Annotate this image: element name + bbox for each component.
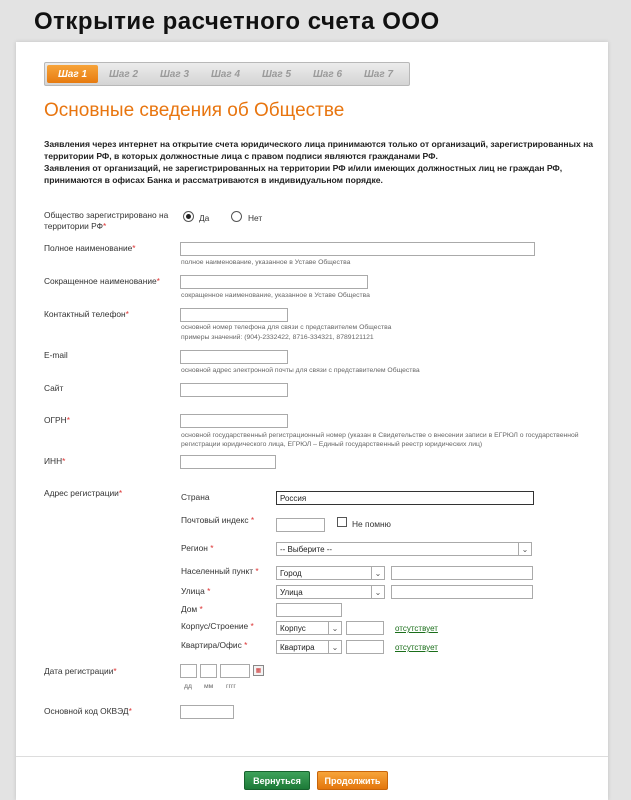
continue-button[interactable]: Продолжить [317, 771, 388, 790]
section-title: Основные сведения об Обществе [44, 100, 345, 121]
street-type-value: Улица [280, 587, 303, 597]
phone-hint: основной номер телефона для связи с представителем Общества [181, 324, 392, 331]
dont-remember-checkbox[interactable] [337, 517, 347, 527]
flat-label: Квартира/Офис * [181, 640, 248, 650]
chevron-down-icon: ⌄ [328, 641, 341, 653]
full-name-input[interactable] [180, 242, 535, 256]
postal-input[interactable] [276, 518, 325, 532]
locality-input[interactable] [391, 566, 533, 580]
calendar-icon[interactable]: ▦ [253, 665, 264, 676]
country-label: Страна [181, 492, 210, 502]
phone-input[interactable] [180, 308, 288, 322]
step-tabs [44, 62, 410, 86]
full-name-hint: полное наименование, указанное в Уставе Общества [181, 259, 351, 266]
reg-date-yyyy-hint: гггг [226, 683, 236, 690]
building-input[interactable] [346, 621, 384, 635]
chevron-down-icon: ⌄ [518, 543, 531, 555]
okved-label: Основной код ОКВЭД* [44, 706, 132, 716]
ogrn-input[interactable] [180, 414, 288, 428]
street-type-select[interactable] [276, 585, 385, 599]
email-hint: основной адрес электронной почты для связи с представителем Общества [181, 367, 420, 374]
region-value: -- Выберите -- [280, 544, 333, 554]
chevron-down-icon: ⌄ [371, 567, 384, 579]
step-4[interactable]: Шаг 4 [210, 68, 241, 80]
registered-no-label: Нет [248, 213, 263, 223]
email-label: E-mail [44, 350, 68, 360]
intro-text [44, 138, 599, 186]
ogrn-hint-1: основной государственный регистрационный номер (указан в Свидетельстве о внесении записи в ЕГРЮЛ о государственной [181, 432, 579, 439]
postal-label: Почтовый индекс * [181, 515, 255, 525]
reg-date-mm-hint: мм [204, 683, 214, 690]
registered-yes-label: Да [199, 213, 210, 223]
reg-date-day-input[interactable] [180, 664, 197, 678]
reg-date-dd-hint: дд [184, 683, 192, 690]
email-input[interactable] [180, 350, 288, 364]
locality-type-value: Город [280, 568, 302, 578]
flat-type-select[interactable] [276, 640, 342, 654]
step-2[interactable]: Шаг 2 [108, 68, 139, 80]
locality-type-select[interactable] [276, 566, 385, 580]
inn-input[interactable] [180, 455, 276, 469]
step-1[interactable]: Шаг 1 [47, 65, 98, 83]
registered-rf-label: Общество зарегистрировано на территории РФ* [44, 210, 169, 231]
ogrn-hint-2: регистрации юридического лица, ЕГРЮЛ – Единый государственный реестр юридических лиц) [181, 441, 483, 448]
page-title: Открытие расчетного счета ООО [34, 8, 440, 35]
reg-date-label: Дата регистрации* [44, 666, 117, 676]
step-7[interactable]: Шаг 7 [363, 68, 394, 80]
building-absent-link[interactable]: отсутствует [395, 624, 438, 633]
footer-divider [16, 756, 608, 757]
short-name-input[interactable] [180, 275, 368, 289]
locality-label: Населенный пункт * [181, 566, 259, 576]
region-select[interactable] [276, 542, 532, 556]
dont-remember-label: Не помню [352, 519, 391, 529]
registered-no-radio[interactable] [231, 211, 242, 222]
street-input[interactable] [391, 585, 533, 599]
phone-label: Контактный телефон* [44, 309, 129, 319]
phone-examples: примеры значений: (904)-2332422, 8716-334321, 8789121121 [181, 334, 374, 341]
country-input[interactable] [276, 491, 534, 505]
flat-type-value: Квартира [280, 642, 315, 652]
address-label: Адрес регистрации* [44, 488, 123, 498]
flat-input[interactable] [346, 640, 384, 654]
step-3[interactable]: Шаг 3 [159, 68, 190, 80]
house-label: Дом * [181, 604, 203, 614]
intro-paragraph-1: Заявления через интернет на открытие счета юридического лица принимаются только от организаций, зарегистрированных на территории РФ, в которых должностные лица с правом подписи являются гражданами РФ. [44, 139, 594, 161]
flat-absent-link[interactable]: отсутствует [395, 643, 438, 652]
inn-label: ИНН* [44, 456, 66, 466]
region-label: Регион * [181, 543, 214, 553]
reg-date-year-input[interactable] [220, 664, 250, 678]
step-5[interactable]: Шаг 5 [261, 68, 292, 80]
short-name-label: Сокращенное наименование* [44, 276, 160, 286]
intro-paragraph-2: Заявления от организаций, не зарегистрированных на территории РФ и/или имеющих должностных лиц не граждан РФ, принимаются в офисах Банка и рассматриваются в индивидуальном порядке. [44, 163, 563, 185]
ogrn-label: ОГРН* [44, 415, 70, 425]
registered-yes-radio[interactable] [183, 211, 194, 222]
street-label: Улица * [181, 586, 211, 596]
reg-date-month-input[interactable] [200, 664, 217, 678]
site-label: Сайт [44, 383, 64, 393]
site-input[interactable] [180, 383, 288, 397]
okved-input[interactable] [180, 705, 234, 719]
chevron-down-icon: ⌄ [328, 622, 341, 634]
building-type-select[interactable] [276, 621, 342, 635]
building-label: Корпус/Строение * [181, 621, 254, 631]
step-6[interactable]: Шаг 6 [312, 68, 343, 80]
short-name-hint: сокращенное наименование, указанное в Уставе Общества [181, 292, 370, 299]
building-type-value: Корпус [280, 623, 306, 633]
chevron-down-icon: ⌄ [371, 586, 384, 598]
full-name-label: Полное наименование* [44, 243, 136, 253]
house-input[interactable] [276, 603, 342, 617]
back-button[interactable]: Вернуться [244, 771, 310, 790]
